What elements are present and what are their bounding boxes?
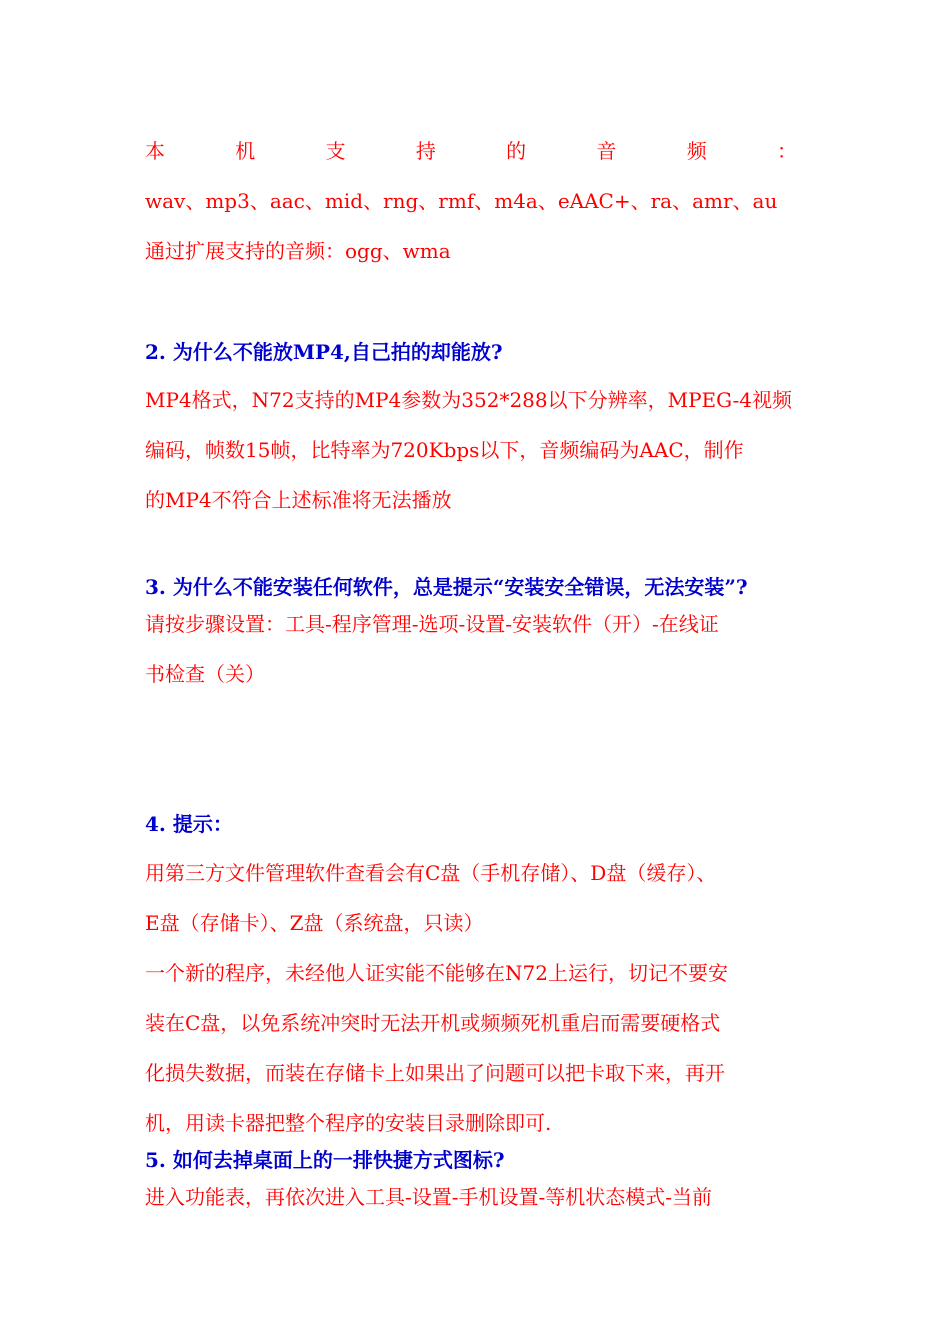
question-5-heading: 5. 如何去掉桌面上的一排快捷方式图标? <box>145 1148 505 1172</box>
label-char: 持 <box>415 139 436 163</box>
label-char: ： <box>776 139 797 163</box>
label-char: 机 <box>235 139 256 163</box>
extended-audio: 通过扩展支持的音频：ogg、wma <box>145 239 451 263</box>
answer-3-line: 请按步骤设置：工具-程序管理-选项-设置-安装软件（开）-在线证 <box>145 612 719 636</box>
answer-4-line: 装在C盘，以免系统冲突时无法开机或频频死机重启而需要硬格式 <box>145 1011 721 1035</box>
answer-4-line: 一个新的程序，未经他人证实能不能够在N72上运行，切记不要安 <box>145 961 728 985</box>
answer-3-line: 书检查（关） <box>145 662 265 686</box>
label-char: 音 <box>596 139 617 163</box>
label-char: 支 <box>325 139 346 163</box>
question-3-heading: 3. 为什么不能安装任何软件，总是提示“安装安全错误，无法安装”? <box>145 575 748 599</box>
answer-4-line: 用第三方文件管理软件查看会有C盘（手机存储）、D盘（缓存）、 <box>145 861 717 885</box>
native-audio-list: wav、mp3、aac、mid、rng、rmf、m4a、eAAC+、ra、amr、au <box>145 189 778 213</box>
answer-4-line: 化损失数据，而装在存储卡上如果出了问题可以把卡取下来，再开 <box>145 1061 725 1085</box>
answer-5-line: 进入功能表，再依次进入工具-设置-手机设置-等机状态模式-当前 <box>145 1185 713 1209</box>
answer-2-line: MP4格式，N72支持的MP4参数为352*288以下分辨率，MPEG-4视频 <box>145 388 792 412</box>
native-audio-label <box>145 138 797 164</box>
label-char: 本 <box>145 139 165 163</box>
answer-4-line: 机，用读卡器把整个程序的安装目录删除即可. <box>145 1111 552 1135</box>
label-char: 频 <box>686 139 707 163</box>
answer-4-line: E盘（存储卡）、Z盘（系统盘，只读） <box>145 911 484 935</box>
question-4-heading: 4. 提示： <box>145 812 233 836</box>
label-char: 的 <box>506 139 527 163</box>
answer-2-line: 的MP4不符合上述标准将无法播放 <box>145 488 452 512</box>
question-2-heading: 2. 为什么不能放MP4,自己拍的却能放? <box>145 340 503 364</box>
answer-2-line: 编码，帧数15帧，比特率为720Kbps以下，音频编码为AAC，制作 <box>145 438 744 462</box>
